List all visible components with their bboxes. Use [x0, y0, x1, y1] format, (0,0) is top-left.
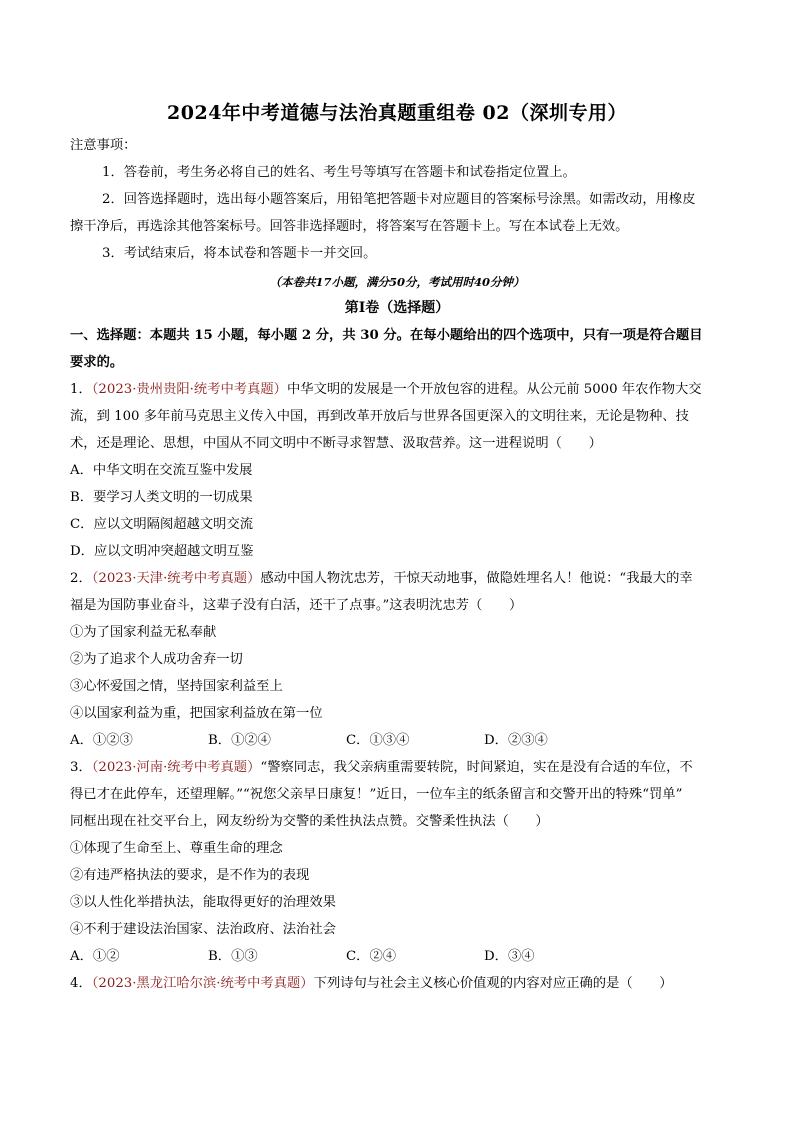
question-1-line-3: 术，还是理论、思想，中国从不同文明中不断寻求智慧、汲取营养。这一进程说明（ ） — [70, 436, 602, 451]
question-2-line-2: 福是为国防事业奋斗，这辈子没有白活，还干了点事。”这表明沈忠芳（ ） — [70, 598, 523, 613]
question-3-source: （2023·河南·统考中考真题） — [91, 760, 261, 775]
question-1-option-a: A．中华文明在交流互鉴中发展 — [70, 463, 253, 478]
notice-item-2-cont: 擦干净后，再选涂其他答案标号。回答非选择题时，将答案写在答题卡上。写在本试卷上无效。 — [70, 219, 629, 234]
question-3-option-a: A．①② — [70, 949, 120, 964]
question-3-number: 3． — [70, 760, 92, 775]
question-3-text: “警察同志，我父亲病重需要转院，时间紧迫，实在是没有合适的车位，不 — [260, 760, 693, 775]
question-3-item-4: ④不利于建设法治国家、法治政府、法治社会 — [70, 922, 336, 937]
question-2-option-c: C．①③④ — [346, 733, 410, 748]
question-4-source: （2023·黑龙江哈尔滨·统考中考真题） — [91, 976, 314, 991]
question-2-item-3: ③心怀爱国之情，坚持国家利益至上 — [70, 679, 283, 694]
question-2-number: 2． — [70, 571, 92, 586]
question-2-option-b: B．①②④ — [208, 733, 271, 748]
question-4-line-1 — [70, 974, 730, 994]
question-3-option-c: C．②④ — [346, 949, 397, 964]
notice-heading: 注意事项： — [70, 138, 137, 153]
question-3-item-2: ②有违严格执法的要求，是不作为的表现 — [70, 868, 310, 883]
question-2-text: 感动中国人物沈忠芳，干惊天动地事，做隐姓埋名人！他说：“我最大的幸 — [260, 571, 693, 586]
notice-item-1: 1．答卷前，考生务必将自己的姓名、考生号等填写在答题卡和试卷指定位置上。 — [102, 165, 576, 180]
section-heading: 一、选择题：本题共 15 小题，每小题 2 分，共 30 分。在每小题给出的四个选项中，只有一项是符合题目 — [70, 328, 703, 343]
question-3-item-1: ①体现了生命至上、尊重生命的理念 — [70, 841, 283, 856]
notice-item-3: 3．考试结束后，将本试卷和答题卡一并交回。 — [102, 246, 377, 261]
question-1-number: 1． — [70, 382, 92, 397]
question-1-source: （2023·贵州贵阳·统考中考真题） — [91, 382, 287, 397]
question-3-line-3: 同框出现在社交平台上，网友纷纷为交警的柔性执法点赞。交警柔性执法（ ） — [70, 814, 549, 829]
question-3-options — [70, 947, 730, 967]
question-1-line-1 — [70, 380, 730, 400]
question-3-option-d: D．③④ — [484, 949, 535, 964]
question-3-option-b: B．①③ — [208, 949, 258, 964]
question-2-option-a: A．①②③ — [70, 733, 133, 748]
section-heading-cont: 要求的。 — [70, 355, 124, 370]
volume-title: 第Ⅰ卷（选择题） — [344, 300, 450, 316]
question-3-item-3: ③以人性化举措执法，能取得更好的治理效果 — [70, 895, 336, 910]
question-1-option-d: D．应以文明冲突超越文明互鉴 — [70, 544, 254, 559]
question-1-text: 中华文明的发展是一个开放包容的进程。从公元前 5000 年农作物大交 — [286, 382, 702, 397]
notice-item-2: 2．回答选择题时，选出每小题答案后，用铅笔把答题卡对应题目的答案标号涂黑。如需改动，用橡皮 — [102, 192, 696, 207]
question-2-source: （2023·天津·统考中考真题） — [91, 571, 261, 586]
question-1-option-c: C．应以文明隔阂超越文明交流 — [70, 517, 254, 532]
question-2-options — [70, 731, 730, 751]
question-3-line-2: 得已才在此停车，还望理解。”“祝您父亲早日康复！”近日，一位车主的纸条留言和交警开出的特殊“罚单” — [70, 787, 683, 802]
exam-info: （本卷共17小题，满分50分，考试用时40分钟） — [269, 275, 525, 289]
question-2-item-4: ④以国家利益为重，把国家利益放在第一位 — [70, 706, 323, 721]
question-3-line-1 — [70, 758, 730, 778]
question-1-option-b: B．要学习人类文明的一切成果 — [70, 490, 253, 505]
question-2-item-1: ①为了国家利益无私奉献 — [70, 625, 217, 640]
question-1-line-2: 流，到 100 多年前马克思主义传入中国，再到改革开放后与世界各国更深入的文明往来，无论是物种、技 — [70, 409, 689, 424]
question-2-item-2: ②为了追求个人成功舍弃一切 — [70, 652, 243, 667]
question-4-number: 4． — [70, 976, 92, 991]
question-2-option-d: D．②③④ — [484, 733, 548, 748]
question-4-text: 下列诗句与社会主义核心价值观的内容对应正确的是（ ） — [313, 976, 673, 991]
page-title: 2024年中考道德与法治真题重组卷 02（深圳专用） — [167, 102, 627, 124]
question-2-line-1 — [70, 569, 730, 589]
